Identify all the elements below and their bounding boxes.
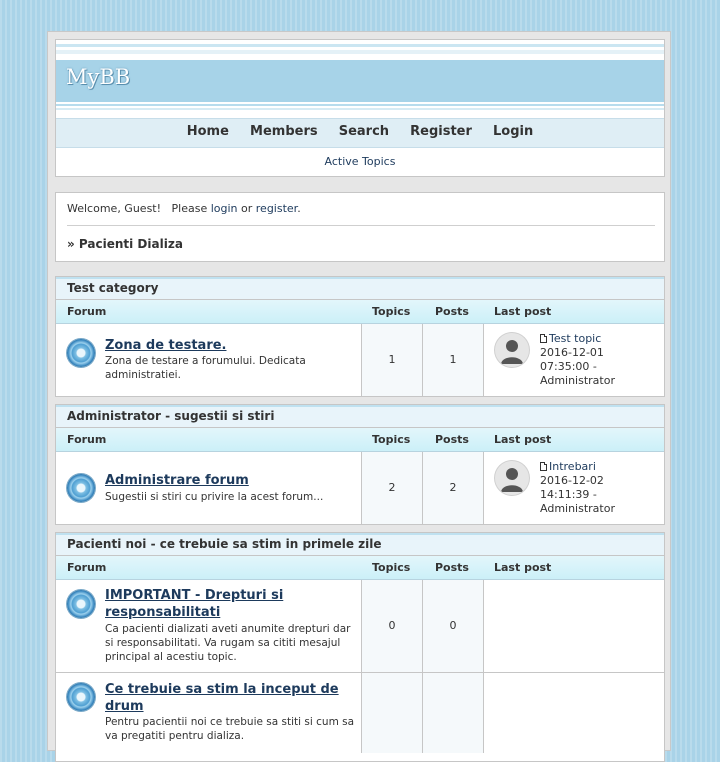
forum-cell xyxy=(56,580,362,672)
forum-status-icon xyxy=(67,339,95,367)
divider xyxy=(67,225,655,226)
forum-link[interactable]: IMPORTANT - Drepturi si responsabilitati xyxy=(105,588,284,620)
forum-description: Pentru pacientii noi ce trebuie sa stiti si cum sa va pregatiti pentru dializa. xyxy=(105,716,355,742)
forum-status-icon xyxy=(67,474,95,502)
forum-description: Ca pacienti dializati aveti anumite drepturi dar si responsabilitati. Va rugam sa cititi mesajul principal al acestiu topic. xyxy=(105,623,351,663)
welcome-panel xyxy=(55,192,665,262)
menu-home-link[interactable]: Home xyxy=(186,124,229,139)
posts-cell xyxy=(423,580,484,672)
subnav xyxy=(56,148,664,176)
posts-count: 2 xyxy=(449,481,457,494)
last-post-link[interactable]: Test topic xyxy=(549,332,602,345)
forum-row xyxy=(56,580,664,673)
forum-link[interactable]: Zona de testare. xyxy=(105,338,227,353)
active-topics-link[interactable]: Active Topics xyxy=(324,155,396,168)
topics-count: 2 xyxy=(388,481,396,494)
document-icon xyxy=(540,334,547,343)
welcome-text xyxy=(67,202,301,215)
login-link[interactable]: login xyxy=(210,202,238,215)
logo-band xyxy=(56,40,664,118)
last-post-author[interactable]: Administrator xyxy=(540,502,615,515)
avatar[interactable] xyxy=(495,461,529,495)
menu-login-link[interactable]: Login xyxy=(493,124,534,139)
last-post-info xyxy=(540,460,660,516)
site-logo[interactable]: MyBB xyxy=(66,65,131,89)
forum-cell xyxy=(56,673,362,753)
col-forum: Forum xyxy=(67,433,107,446)
col-posts: Posts xyxy=(435,433,469,446)
col-topics: Topics xyxy=(372,433,411,446)
col-posts: Posts xyxy=(435,561,469,574)
page-container xyxy=(47,31,671,751)
last-post-info xyxy=(540,332,660,388)
forum-cell xyxy=(56,324,362,396)
last-post-cell xyxy=(484,580,664,672)
col-last-post: Last post xyxy=(494,433,552,446)
forum-link[interactable]: Administrare forum xyxy=(105,473,249,488)
last-post-link[interactable]: Intrebari xyxy=(549,460,596,473)
last-post-date: 2016-12-02 xyxy=(540,474,604,487)
posts-count: 1 xyxy=(449,353,457,366)
category-title[interactable]: Pacienti noi - ce trebuie sa stim in primele zile xyxy=(56,533,664,556)
col-posts: Posts xyxy=(435,305,469,318)
forum-row xyxy=(56,452,664,525)
header xyxy=(55,39,665,177)
last-post-cell xyxy=(484,452,664,524)
column-headers xyxy=(56,300,664,324)
topics-cell xyxy=(362,580,423,672)
welcome-suffix: . xyxy=(297,202,301,215)
welcome-middle: or xyxy=(237,202,256,215)
posts-cell xyxy=(423,673,484,753)
last-post-date: 2016-12-01 xyxy=(540,346,604,359)
category-administrator xyxy=(55,404,665,525)
column-headers xyxy=(56,556,664,580)
category-pacienti-noi xyxy=(55,532,665,762)
menu-register-link[interactable]: Register xyxy=(410,124,472,139)
col-last-post: Last post xyxy=(494,561,552,574)
main-menu xyxy=(56,118,664,148)
posts-cell xyxy=(423,452,484,524)
col-last-post: Last post xyxy=(494,305,552,318)
forum-link[interactable]: Ce trebuie sa stim la inceput de drum xyxy=(105,682,339,714)
forum-status-icon xyxy=(67,590,95,618)
col-forum: Forum xyxy=(67,561,107,574)
forum-status-icon xyxy=(67,683,95,711)
breadcrumb: » Pacienti Dializa xyxy=(67,237,183,251)
register-link[interactable]: register xyxy=(255,202,298,215)
category-title[interactable]: Administrator - sugestii si stiri xyxy=(56,405,664,428)
category-title[interactable]: Test category xyxy=(56,277,664,300)
forum-description: Zona de testare a forumului. Dedicata administratiei. xyxy=(105,355,306,381)
document-icon xyxy=(540,462,547,471)
menu-members-link[interactable]: Members xyxy=(250,124,318,139)
col-topics: Topics xyxy=(372,305,411,318)
last-post-author[interactable]: Administrator xyxy=(540,374,615,387)
topics-count: 0 xyxy=(388,619,396,632)
forum-row xyxy=(56,324,664,397)
category-test xyxy=(55,276,665,397)
topics-cell xyxy=(362,324,423,396)
topics-count: 1 xyxy=(388,353,396,366)
last-post-time: 14:11:39 - xyxy=(540,488,597,501)
topics-cell xyxy=(362,673,423,753)
last-post-cell xyxy=(484,673,664,753)
column-headers xyxy=(56,428,664,452)
col-forum: Forum xyxy=(67,305,107,318)
menu-search-link[interactable]: Search xyxy=(338,124,390,139)
col-topics: Topics xyxy=(372,561,411,574)
posts-cell xyxy=(423,324,484,396)
forum-row xyxy=(56,673,664,753)
forum-cell xyxy=(56,452,362,524)
avatar[interactable] xyxy=(495,333,529,367)
welcome-prefix: Welcome, Guest! Please xyxy=(67,202,211,215)
topics-cell xyxy=(362,452,423,524)
forum-description: Sugestii si stiri cu privire la acest forum... xyxy=(105,491,324,503)
last-post-time: 07:35:00 - xyxy=(540,360,597,373)
posts-count: 0 xyxy=(449,619,457,632)
last-post-cell xyxy=(484,324,664,396)
